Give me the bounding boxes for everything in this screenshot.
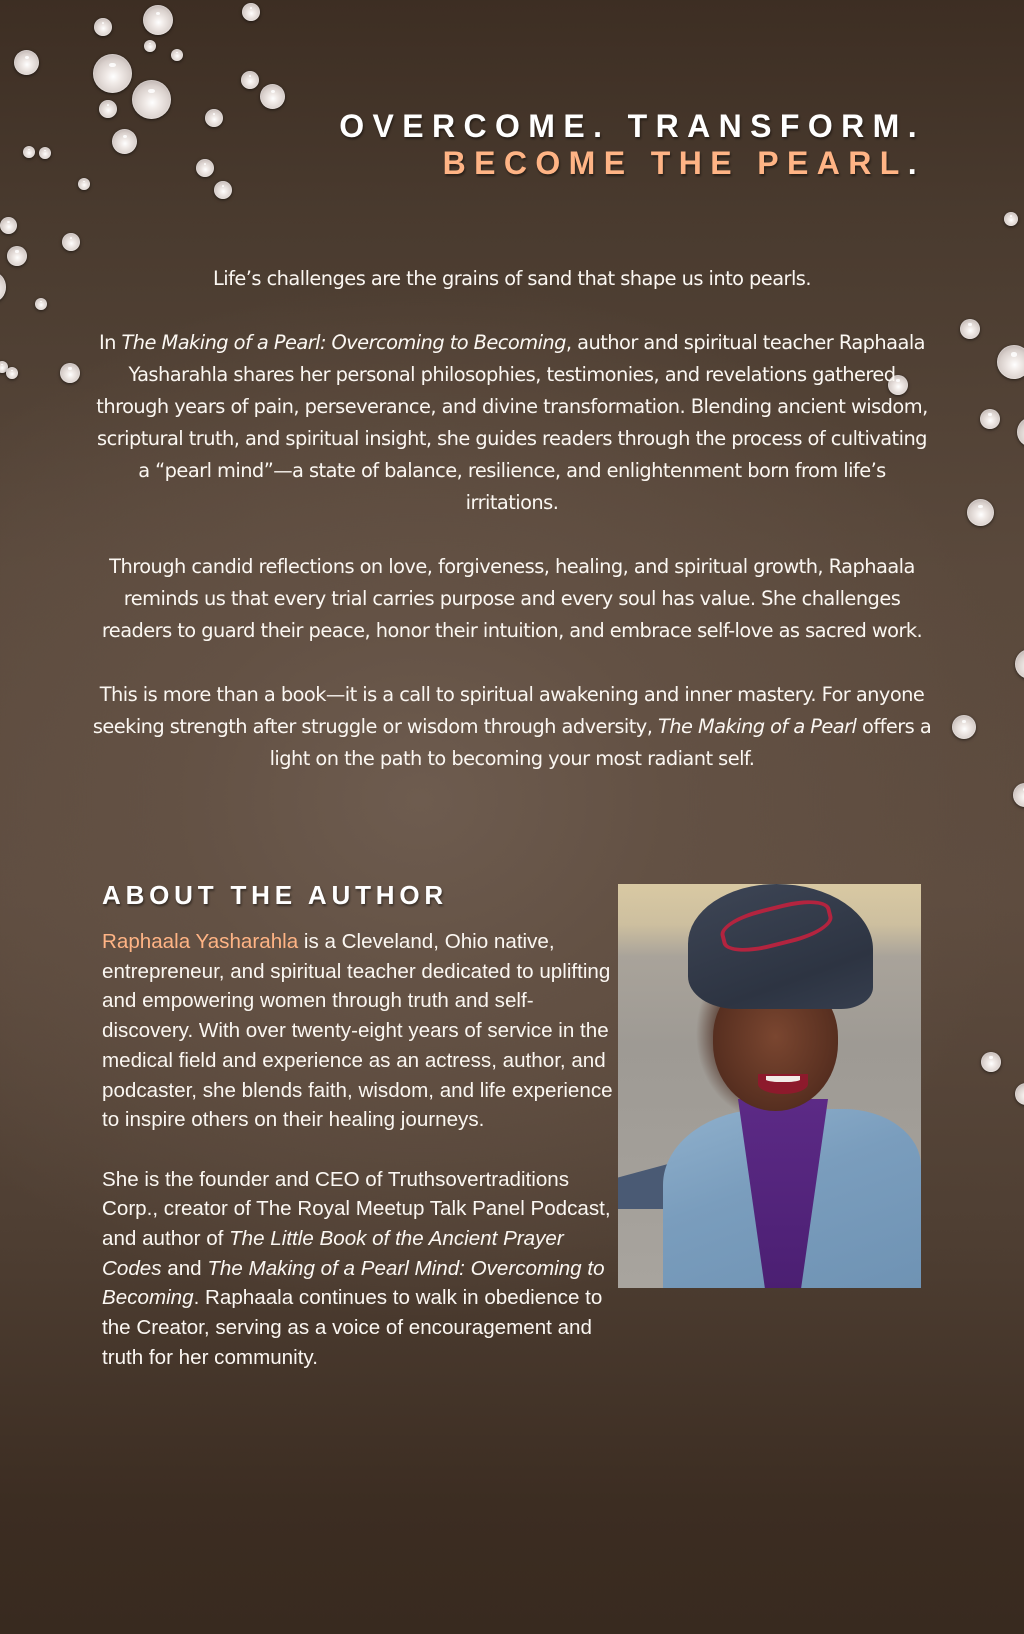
pearl-icon	[205, 109, 223, 127]
pearl-icon	[93, 54, 132, 93]
pearl-icon	[1015, 649, 1024, 679]
headline-line-1: OVERCOME. TRANSFORM.	[339, 108, 925, 144]
p1-prefix: In	[98, 331, 122, 354]
photo-teeth	[766, 1076, 800, 1082]
pearl-icon	[1017, 417, 1024, 447]
pearl-icon	[35, 298, 47, 310]
pearl-icon	[14, 50, 39, 75]
pearl-icon	[214, 181, 232, 199]
bio-p2-rest: . Raphaala continues to walk in obedience to the Creator, serving as a voice of encouragement and truth for her community.	[102, 1286, 603, 1369]
bio-paragraph-1	[102, 927, 622, 1135]
pearl-icon	[196, 159, 214, 177]
bio-p2-prefix: She is the founder and CEO of Truthsovertraditions Corp., creator of The Royal Meetup Talk Panel Podcast, and author of	[102, 1167, 611, 1251]
pearl-icon	[78, 178, 90, 190]
pearl-icon	[60, 363, 80, 383]
book-title: The Making of a Pearl	[657, 715, 857, 738]
description-paragraph-2: Through candid reflections on love, forgiveness, healing, and spiritual growth, Raphaala reminds us that every trial carries purpose and every soul has value. She challenges readers to guard their peace, honor their intuition, and embrace self-love as sacred work.	[101, 555, 923, 642]
pearl-icon	[7, 246, 27, 266]
headline-accent: BECOME THE PEARL	[442, 145, 908, 181]
photo-shadow	[618, 1164, 668, 1209]
p3-rest: offers a light on the path to becoming your most radiant self.	[269, 715, 932, 770]
pearl-icon	[171, 49, 183, 61]
pearl-icon	[112, 129, 137, 154]
pearl-icon	[62, 233, 80, 251]
pearl-icon	[980, 409, 1000, 429]
description-paragraph-1	[90, 327, 934, 519]
pearl-icon	[6, 367, 18, 379]
cap-logo-icon	[717, 893, 836, 959]
about-heading: ABOUT THE AUTHOR	[102, 880, 448, 910]
pearl-icon	[143, 5, 173, 35]
pearl-icon	[94, 18, 112, 36]
description-paragraph-3	[90, 679, 934, 775]
pearl-icon	[132, 80, 171, 119]
pearl-icon	[241, 71, 259, 89]
pearl-icon	[1013, 783, 1024, 807]
author-photo	[618, 884, 921, 1288]
pearl-icon	[952, 715, 976, 739]
p1-rest: , author and spiritual teacher Raphaala Yasharahla shares her personal philosophies, testimonies, and revelations gathered through years of pain, perseverance, and divine transformation. Blending ancient wisdom, scriptural truth, and spiritual insight, she guides readers through the process of cultivating a “pearl mind”—a state of balance, resilience, and enlightenment born from life’s irritations.	[96, 331, 928, 514]
pearl-icon	[1015, 1083, 1024, 1105]
book-title-2: The Making of a Pearl Mind: Overcoming to Becoming	[102, 1256, 605, 1310]
bio-p1-rest: is a Cleveland, Ohio native, entrepreneur, and spiritual teacher dedicated to uplifting and empowering women through truth and self-discovery. With over twenty-eight years of service in the medical field and experience as an actress, author, and podcaster, she blends faith, wisdom, and life experience to inspire others on their healing journeys.	[102, 930, 613, 1132]
pearl-icon	[1004, 212, 1018, 226]
photo-cap	[688, 884, 873, 1009]
pearl-icon	[39, 147, 51, 159]
tagline: Life’s challenges are the grains of sand that shape us into pearls.	[213, 267, 811, 290]
book-title-1: The Little Book of the Ancient Prayer Codes	[102, 1227, 564, 1280]
headline-period: .	[907, 145, 925, 181]
pearl-icon	[0, 272, 6, 302]
pearl-icon	[0, 217, 17, 234]
book-description	[90, 263, 934, 807]
bio-paragraph-2	[102, 1165, 622, 1373]
book-title: The Making of a Pearl: Overcoming to Becoming	[121, 331, 566, 354]
pearl-icon	[960, 319, 980, 339]
pearl-icon	[242, 3, 260, 21]
pearl-icon	[144, 40, 156, 52]
headline	[339, 108, 925, 182]
pearl-icon	[99, 100, 117, 118]
pearl-icon	[967, 499, 994, 526]
author-bio	[102, 927, 622, 1402]
p3-prefix: This is more than a book—it is a call to spiritual awakening and inner mastery. For anyone seeking strength after struggle or wisdom through adversity,	[92, 683, 925, 738]
headline-line-2	[339, 145, 925, 182]
author-name: Raphaala Yasharahla	[102, 930, 299, 953]
bio-p2-mid: and	[161, 1256, 208, 1280]
pearl-icon	[981, 1052, 1001, 1072]
pearl-icon	[260, 84, 285, 109]
pearl-icon	[23, 146, 35, 158]
pearl-icon	[997, 345, 1024, 379]
